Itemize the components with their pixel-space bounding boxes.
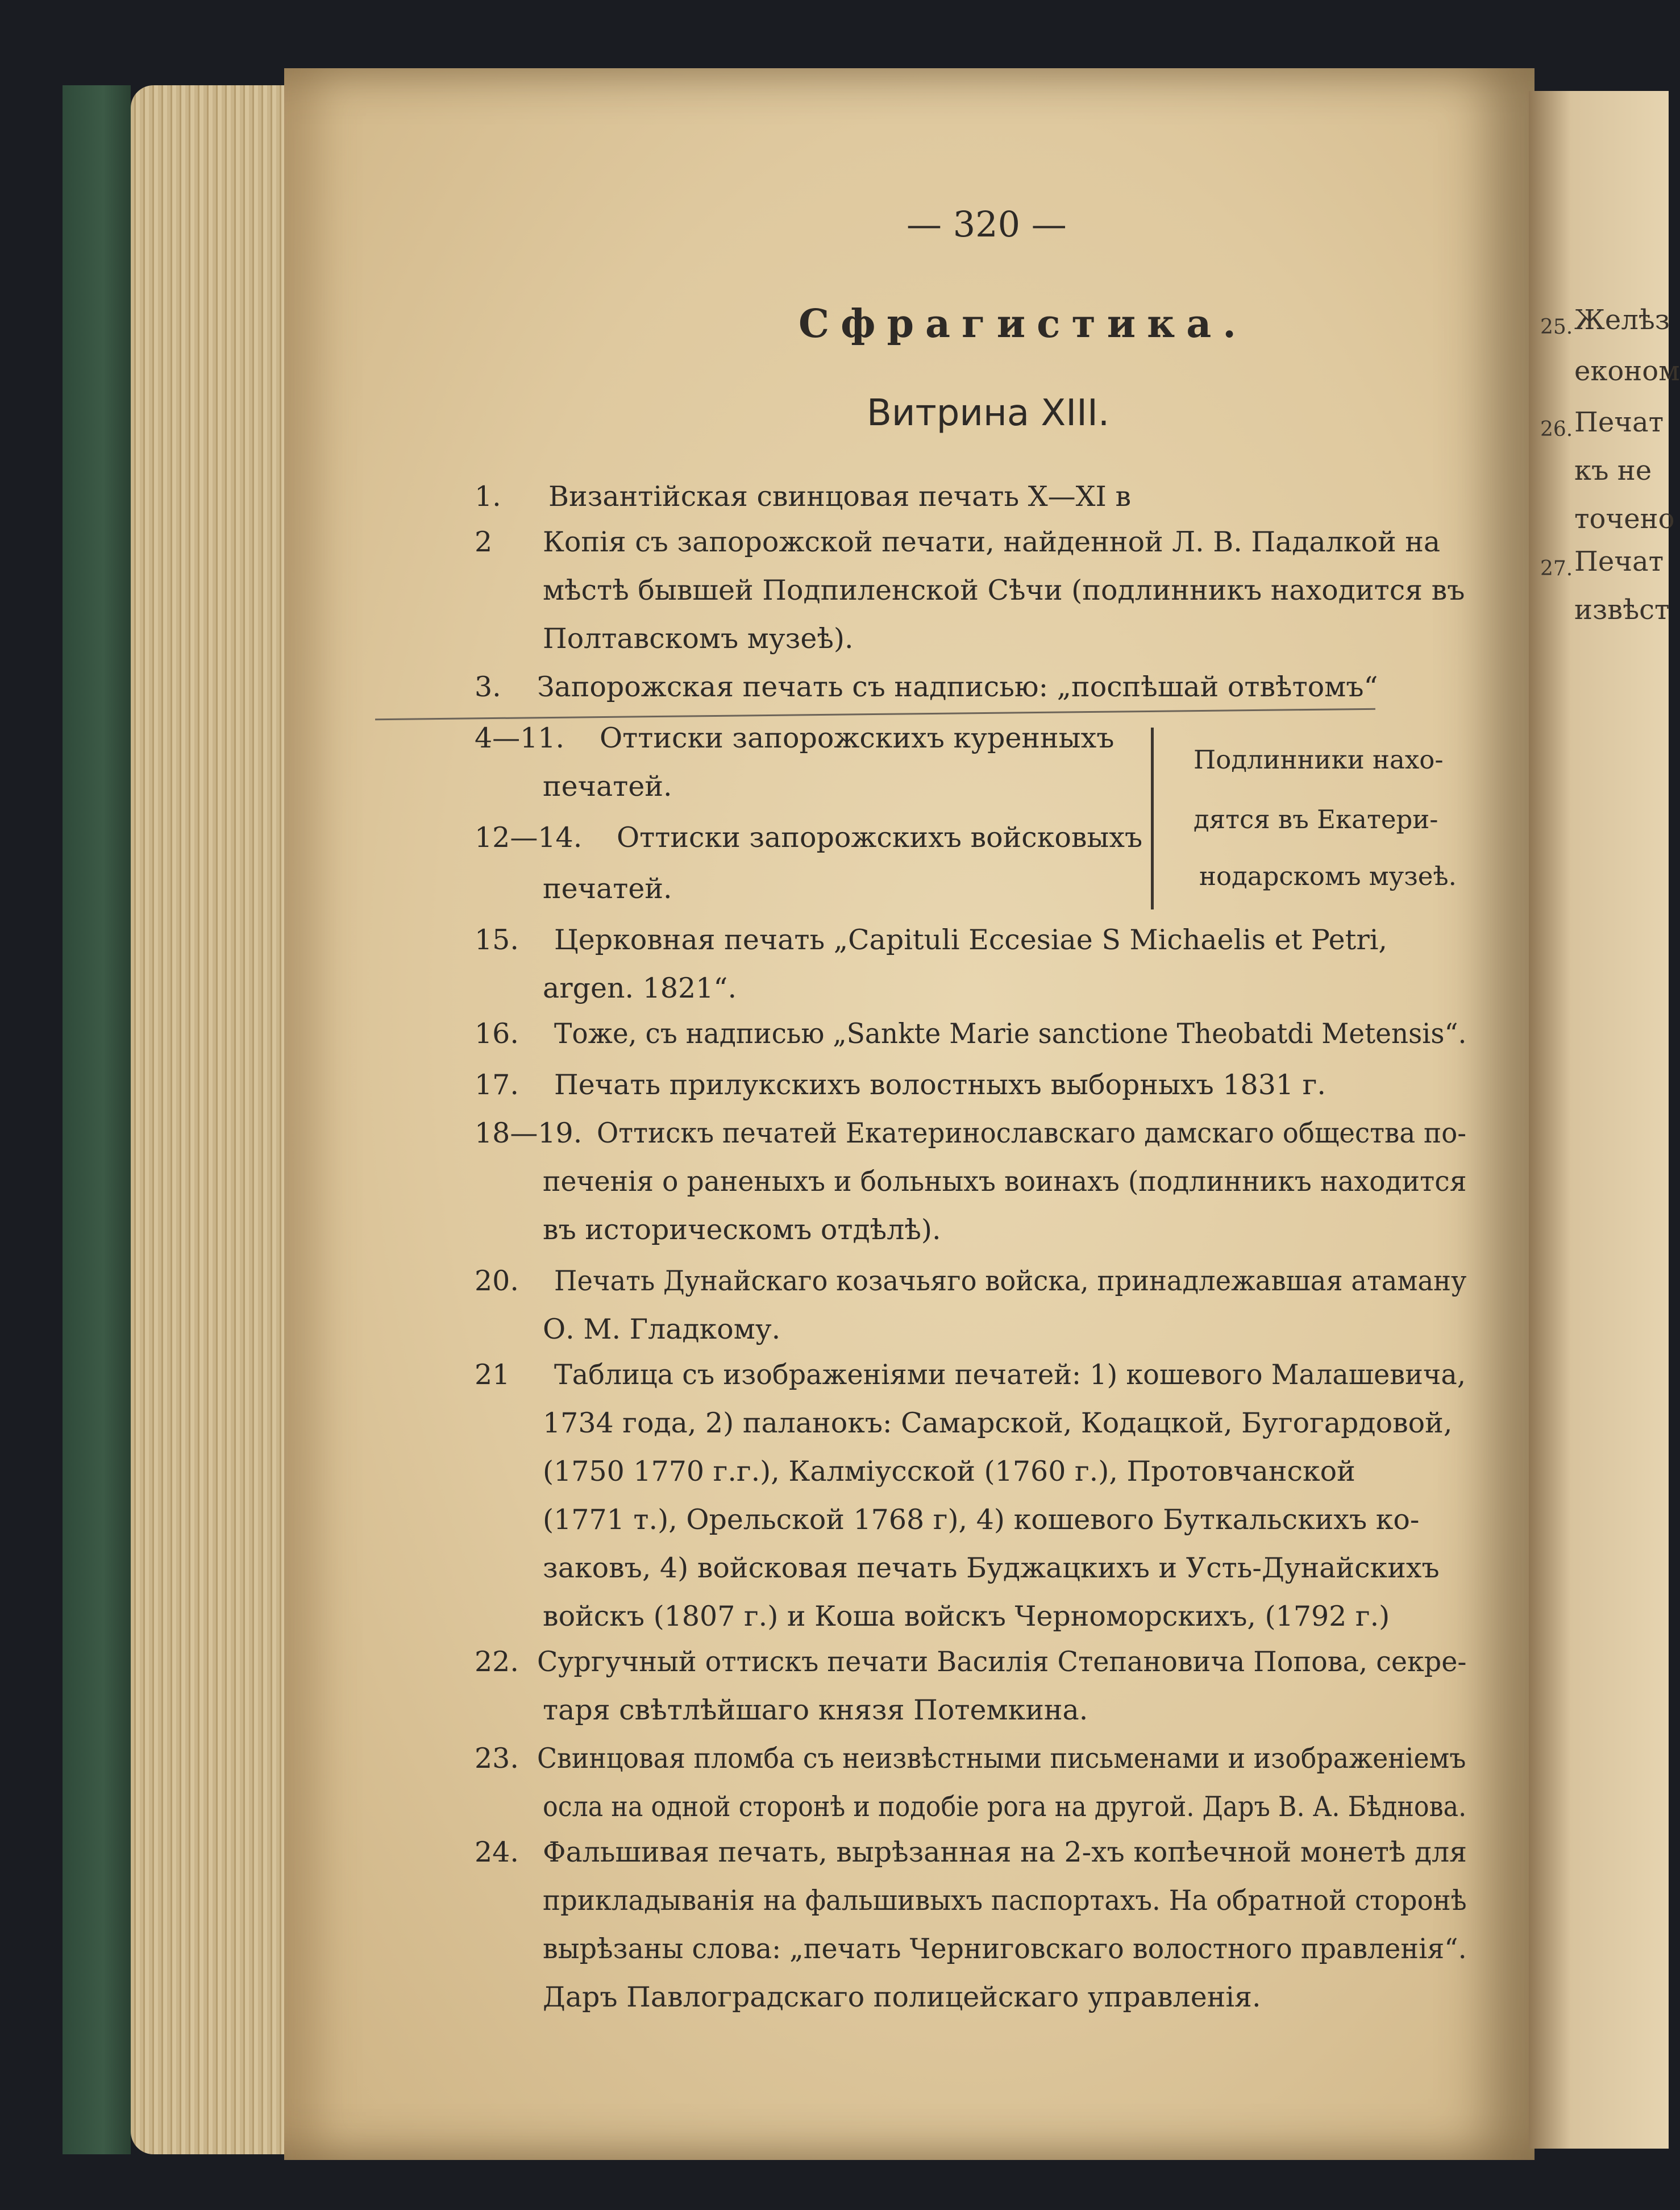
- entry-number: 1.: [475, 480, 501, 513]
- facing-text-fragment: Печат: [1574, 546, 1664, 578]
- facing-text-fragment: къ не: [1574, 455, 1652, 487]
- entry-number: 3.: [475, 671, 501, 703]
- entry-text: (1750 1770 г.г.), Калміусской (1760 г.), Протовчанской: [543, 1455, 1355, 1488]
- entry-text: (1771 т.), Орельской 1768 г), 4) кошевого Буткальскихъ ко-: [543, 1503, 1420, 1536]
- facing-page-fragment: [1529, 91, 1680, 2149]
- entry-text: печатей.: [543, 873, 672, 905]
- entry-text: Полтавскомъ музеѣ).: [543, 622, 854, 655]
- entry-text: Церковная печать „Capituli Eccesiae S Michaelis et Petri,: [554, 924, 1388, 956]
- entry-text: осла на одной сторонѣ и подобіе рога на другой. Даръ В. А. Бѣднова.: [543, 1791, 1467, 1823]
- entry-text: Печать Дунайскаго козачьяго войска, принадлежавшая атаману: [554, 1265, 1467, 1297]
- entry-number: 21: [475, 1359, 510, 1391]
- entry-number: 16.: [475, 1017, 519, 1050]
- entry-text: печенія о раненыхъ и больныхъ воинахъ (подлинникъ находится: [543, 1165, 1467, 1198]
- entry-text: Запорожская печать съ надписью: „поспѣшай отвѣтомъ“: [537, 671, 1378, 703]
- entry-text: Оттискъ печатей Екатеринославскаго дамскаго общества по-: [597, 1117, 1467, 1149]
- entry-text: Оттиски запорожскихъ войсковыхъ: [617, 821, 1143, 854]
- facing-text-fragment: точено: [1574, 503, 1675, 535]
- bracket-note-line: дятся въ Екатери-: [1194, 804, 1438, 834]
- entry-number: 22.: [475, 1646, 519, 1678]
- entry-text: таря свѣтлѣйшаго князя Потемкина.: [543, 1694, 1088, 1726]
- entry-text: Свинцовая пломба съ неизвѣстными письменами и изображеніемъ: [537, 1742, 1466, 1775]
- section-title: Сфрагистика.: [799, 301, 1247, 347]
- entry-number: 20.: [475, 1265, 519, 1297]
- facing-entry-number: 25.: [1540, 315, 1573, 339]
- entry-text: Тоже, съ надписью „Sankte Marie sanctione Theobatdi Metensis“.: [554, 1017, 1467, 1050]
- facing-text-fragment: извѣст: [1574, 594, 1670, 626]
- entry-text: прикладыванія на фальшивыхъ паспортахъ. На обратной сторонѣ: [543, 1884, 1467, 1917]
- entry-text: заковъ, 4) войсковая печать Буджацкихъ и Усть-Дунайскихъ: [543, 1552, 1440, 1584]
- entry-number: 12—14.: [475, 821, 583, 854]
- entry-text: въ историческомъ отдѣлѣ).: [543, 1214, 941, 1246]
- entry-number: 17.: [475, 1069, 519, 1101]
- book-cover: [63, 85, 131, 2154]
- entry-text: О. М. Гладкому.: [543, 1313, 781, 1345]
- facing-entry-number: 27.: [1540, 557, 1573, 580]
- entry-text: Печать прилукскихъ волостныхъ выборныхъ 1831 г.: [554, 1069, 1326, 1101]
- entry-text: Фальшивая печать, вырѣзанная на 2-хъ копѣечной монетѣ для: [543, 1836, 1467, 1868]
- facing-text-fragment: Печат: [1574, 406, 1664, 438]
- entry-text: Сургучный оттискъ печати Василія Степановича Попова, секре-: [537, 1646, 1467, 1678]
- entry-text: вырѣзаны слова: „печать Черниговскаго волостного правленія“.: [543, 1933, 1467, 1965]
- bracket-note-line: Подлинники нахо-: [1194, 745, 1444, 775]
- entry-number: 4—11.: [475, 722, 565, 754]
- bracket-note-line: нодарскомъ музеѣ.: [1199, 861, 1457, 891]
- entry-text: войскъ (1807 г.) и Коша войскъ Черноморскихъ, (1792 г.): [543, 1600, 1390, 1632]
- case-title: Витрина XIII.: [867, 392, 1110, 434]
- bracket-line: [1151, 728, 1154, 909]
- entry-text: 1734 года, 2) паланокъ: Самарской, Кодацкой, Бугогардовой,: [543, 1407, 1453, 1439]
- facing-text-fragment: Желѣз: [1574, 304, 1670, 336]
- facing-text-fragment: економ: [1574, 355, 1680, 387]
- entry-number: 15.: [475, 924, 519, 956]
- entry-number: 24.: [475, 1836, 519, 1868]
- page-number: — 320 —: [906, 203, 1067, 245]
- entry-number: 18—19.: [475, 1117, 583, 1149]
- entry-text: argen. 1821“.: [543, 972, 737, 1004]
- facing-entry-number: 26.: [1540, 418, 1573, 441]
- entry-text: Таблица съ изображеніями печатей: 1) кошевого Малашевича,: [554, 1359, 1466, 1391]
- entry-text: Даръ Павлоградскаго полицейскаго управленія.: [543, 1981, 1261, 2013]
- entry-text: печатей.: [543, 770, 672, 803]
- entry-number: 2: [475, 526, 493, 558]
- entry-number: 23.: [475, 1742, 519, 1775]
- entry-text: мѣстѣ бывшей Подпиленской Сѣчи (подлинникъ находится въ: [543, 574, 1465, 606]
- entry-text: Византійская свинцовая печать X—XI в: [548, 480, 1132, 513]
- entry-text: Копія съ запорожской печати, найденной Л. В. Падалкой на: [543, 526, 1441, 558]
- entry-text: Оттиски запорожскихъ куренныхъ: [600, 722, 1115, 754]
